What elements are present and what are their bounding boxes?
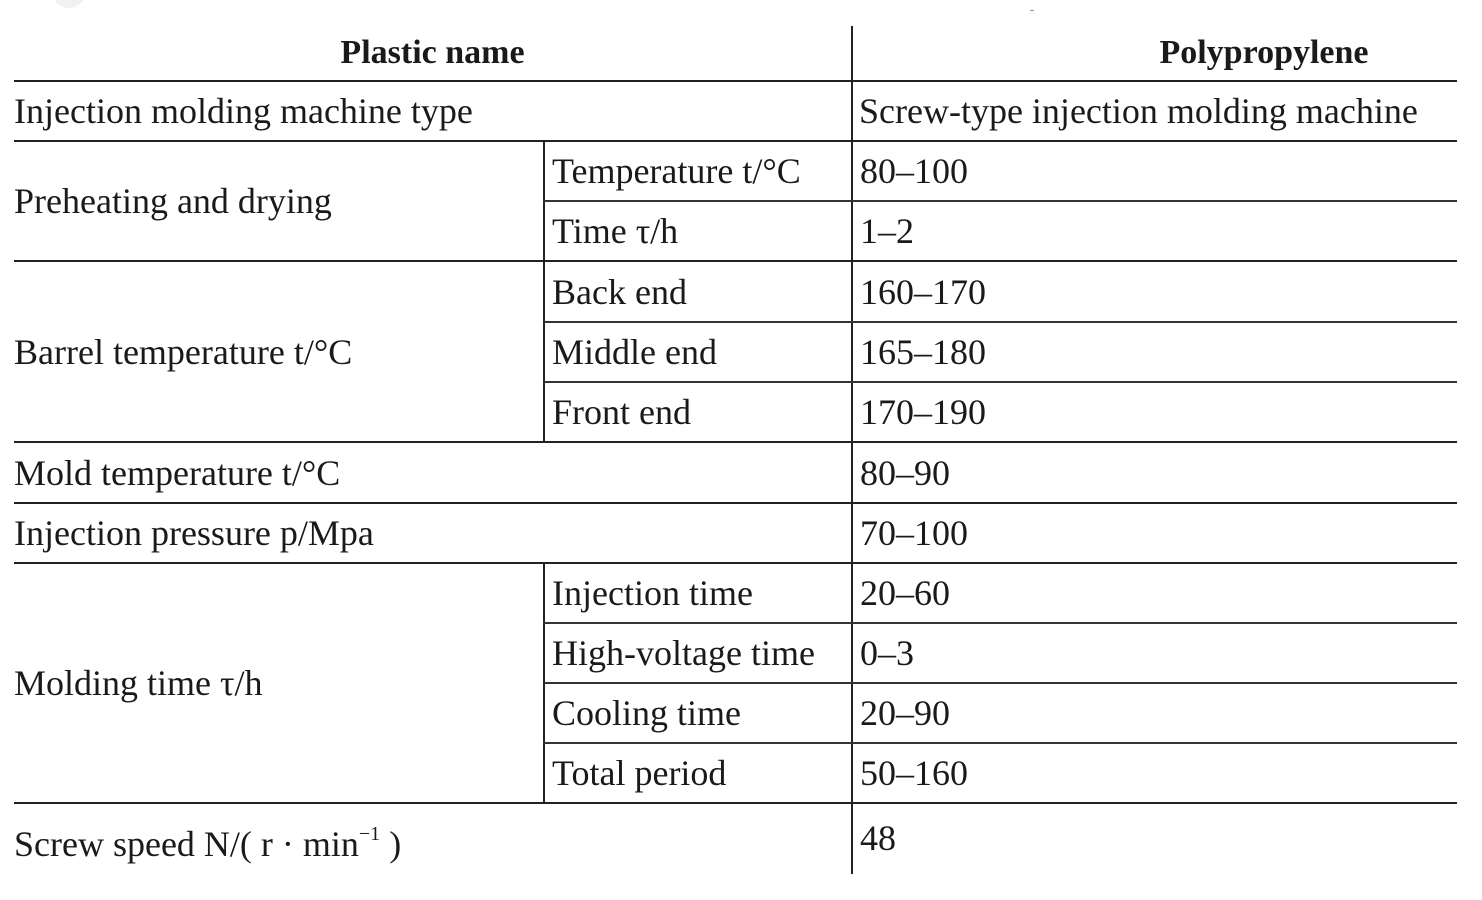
column-divider-barrel: [543, 262, 545, 442]
rule-preheating-sub: [543, 200, 1457, 202]
cooling-time-label: Cooling time: [552, 693, 741, 733]
machine-type-label: Injection molding machine type: [14, 91, 473, 131]
cooling-time-value: 20–90: [860, 693, 950, 733]
barrel-front-end-value: 170–190: [860, 392, 986, 432]
parameters-table: [14, 26, 1457, 874]
header-polypropylene: Polypropylene: [1159, 34, 1369, 71]
barrel-front-end-label: Front end: [552, 392, 691, 432]
screw-speed-value: 48: [860, 818, 896, 858]
screw-speed-label-close: ): [380, 824, 402, 864]
total-period-value: 50–160: [860, 753, 968, 793]
top-edge-mark-left: [44, 0, 114, 10]
preheating-label: Preheating and drying: [14, 181, 332, 221]
column-divider-preheating: [543, 142, 545, 262]
preheating-temperature-value: 80–100: [860, 151, 968, 191]
barrel-back-end-label: Back end: [552, 271, 687, 312]
mold-temperature-value: 80–90: [860, 452, 950, 493]
injection-time-label: Injection time: [552, 573, 753, 613]
top-edge-mark-right: [1030, 0, 1034, 11]
preheating-temperature-label: Temperature t/°C: [552, 151, 801, 191]
preheating-time-value: 1–2: [860, 211, 914, 251]
high-voltage-time-label: High-voltage time: [552, 633, 815, 673]
barrel-middle-end-label: Middle end: [552, 332, 717, 372]
header-plastic-name: Plastic name: [340, 34, 525, 71]
column-divider-values: [851, 26, 853, 874]
high-voltage-time-value: 0–3: [860, 633, 914, 673]
barrel-back-end-value: 160–170: [860, 271, 986, 312]
total-period-label: Total period: [552, 753, 727, 793]
barrel-temperature-label: Barrel temperature t/°C: [14, 331, 353, 372]
injection-pressure-value: 70–100: [860, 513, 968, 553]
screw-speed-label-text: Screw speed N/( r · min: [14, 824, 359, 864]
injection-time-value: 20–60: [860, 573, 950, 613]
molding-time-label: Molding time τ/h: [14, 663, 263, 703]
preheating-time-label: Time τ/h: [552, 211, 679, 251]
rule-below-molding-time: [14, 802, 1457, 804]
barrel-middle-end-value: 165–180: [860, 332, 986, 372]
machine-type-value: Screw-type injection molding machine: [859, 91, 1418, 131]
screw-speed-label: Screw speed N/( r · min $^{-1}$ ): [14, 823, 402, 864]
mold-temperature-label: Mold temperature t/°C: [14, 452, 341, 493]
injection-pressure-label: Injection pressure p/Mpa: [14, 513, 374, 553]
